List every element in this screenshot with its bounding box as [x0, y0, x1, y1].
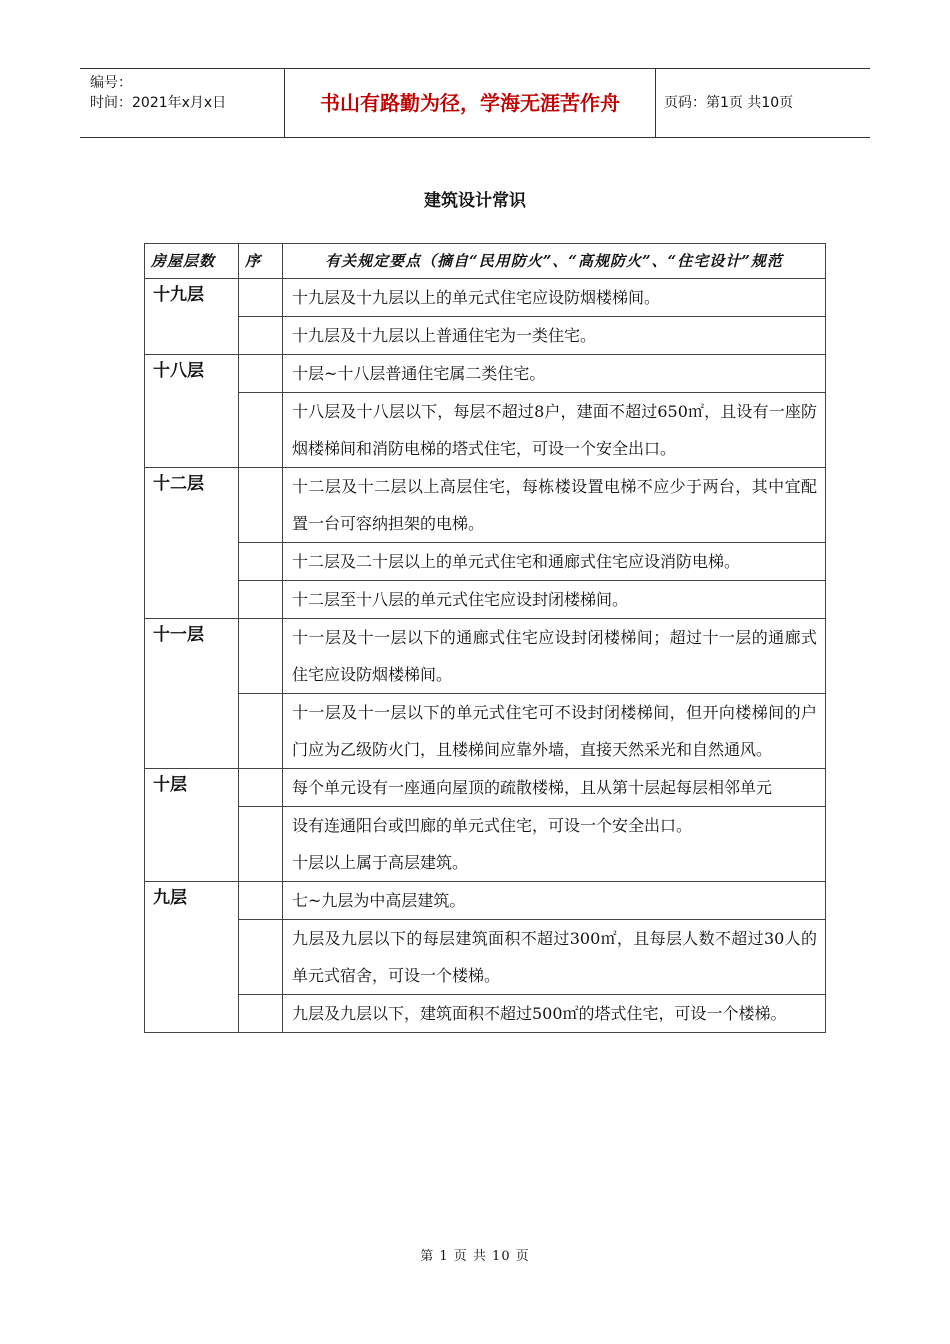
- header-number: 编号：: [90, 75, 132, 91]
- header-rules: 有关规定要点（摘自“民用防火”、“高规防火”、“住宅设计”规范: [283, 244, 826, 279]
- seq-cell: [239, 619, 283, 694]
- table-row: [145, 995, 826, 1033]
- rule-cell: 十九层及十九层以上普通住宅为一类住宅。: [283, 317, 826, 355]
- rule-cell: 七~九层为中高层建筑。: [283, 882, 826, 920]
- table-row: [145, 279, 826, 317]
- table-row: [145, 769, 826, 807]
- table-row: [145, 468, 826, 543]
- table-row: [145, 355, 826, 393]
- rules-table: [144, 243, 826, 1033]
- rule-cell: 十九层及十九层以上的单元式住宅应设防烟楼梯间。: [283, 279, 826, 317]
- rule-cell: 十二层至十八层的单元式住宅应设封闭楼梯间。: [283, 581, 826, 619]
- rule-cell: 十层~十八层普通住宅属二类住宅。: [283, 355, 826, 393]
- rule-cell: 十二层及二十层以上的单元式住宅和通廊式住宅应设消防电梯。: [283, 543, 826, 581]
- document-title: 建筑设计常识: [424, 191, 526, 211]
- seq-cell: [239, 543, 283, 581]
- seq-cell: [239, 355, 283, 393]
- seq-cell: [239, 920, 283, 995]
- table-row: [145, 882, 826, 920]
- floor-cell: 十八层: [145, 355, 239, 468]
- seq-cell: [239, 581, 283, 619]
- header-time: 时间：2021年x月x日: [90, 95, 227, 111]
- floor-cell: 十层: [145, 769, 239, 882]
- rule-cell: 十八层及十八层以下，每层不超过8户，建面不超过650㎡，且设有一座防烟楼梯间和消防电梯的塔式住宅，可设一个安全出口。: [283, 393, 826, 468]
- seq-cell: [239, 317, 283, 355]
- rule-cell: 十一层及十一层以下的单元式住宅可不设封闭楼梯间，但开向楼梯间的户门应为乙级防火门，且楼梯间应靠外墙，直接天然采光和自然通风。: [283, 694, 826, 769]
- rules-table-body: [145, 279, 826, 1033]
- rule-cell: 设有连通阳台或凹廊的单元式住宅，可设一个安全出口。 十层以上属于高层建筑。: [283, 807, 826, 882]
- header-divider: [655, 69, 656, 137]
- seq-cell: [239, 279, 283, 317]
- seq-cell: [239, 468, 283, 543]
- table-row: [145, 393, 826, 468]
- floor-cell: 十二层: [145, 468, 239, 619]
- table-row: [145, 807, 826, 882]
- page-footer: 第 1 页 共 10 页: [420, 1249, 530, 1264]
- seq-cell: [239, 769, 283, 807]
- header-seq: 序: [239, 244, 283, 279]
- seq-cell: [239, 807, 283, 882]
- page-header: [80, 68, 870, 138]
- rule-cell: 十一层及十一层以下的通廊式住宅应设封闭楼梯间；超过十一层的通廊式住宅应设防烟楼梯间。: [283, 619, 826, 694]
- table-header-row: [145, 244, 826, 279]
- header-motto: 书山有路勤为径，学海无涯苦作舟: [320, 91, 620, 115]
- table-row: [145, 619, 826, 694]
- table-row: [145, 920, 826, 995]
- floor-cell: 十九层: [145, 279, 239, 355]
- table-row: [145, 694, 826, 769]
- floor-cell: 九层: [145, 882, 239, 1033]
- header-floors: 房屋层数: [145, 244, 239, 279]
- rule-cell: 九层及九层以下的每层建筑面积不超过300㎡，且每层人数不超过30人的单元式宿舍，可设一个楼梯。: [283, 920, 826, 995]
- seq-cell: [239, 882, 283, 920]
- header-page-info: 页码：第1页 共10页: [664, 95, 794, 111]
- rule-cell: 十二层及十二层以上高层住宅，每栋楼设置电梯不应少于两台，其中宜配置一台可容纳担架的电梯。: [283, 468, 826, 543]
- header-meta: [90, 73, 280, 113]
- table-row: [145, 543, 826, 581]
- floor-cell: 十一层: [145, 619, 239, 769]
- seq-cell: [239, 393, 283, 468]
- seq-cell: [239, 694, 283, 769]
- rule-cell: 九层及九层以下，建筑面积不超过500㎡的塔式住宅，可设一个楼梯。: [283, 995, 826, 1033]
- rule-cell: 每个单元设有一座通向屋顶的疏散楼梯，且从第十层起每层相邻单元: [283, 769, 826, 807]
- table-row: [145, 317, 826, 355]
- seq-cell: [239, 995, 283, 1033]
- table-row: [145, 581, 826, 619]
